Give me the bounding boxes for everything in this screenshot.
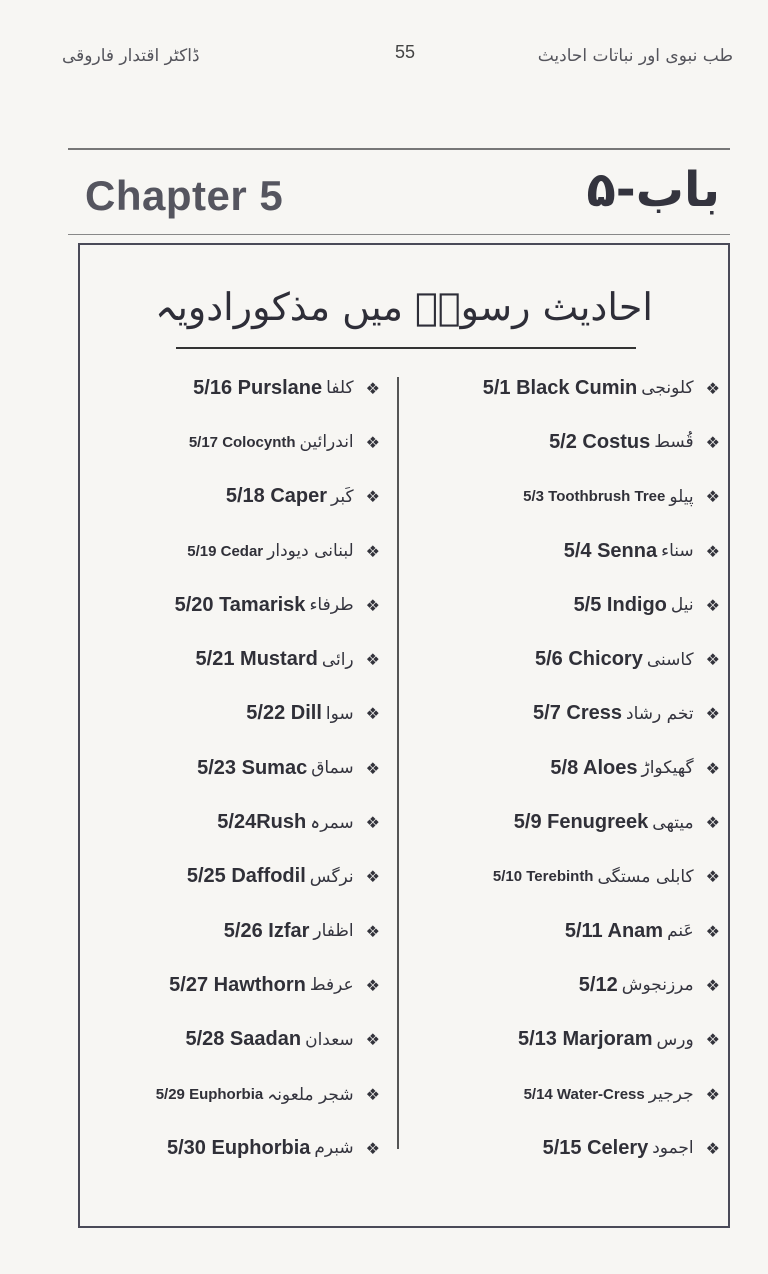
list-item [400,1067,730,1121]
item-urdu: سوا [325,703,354,724]
item-label: 5/6 Chicory [535,648,643,671]
item-label: 5/17 Colocynth [188,433,296,451]
list-item [400,578,730,632]
top-divider [68,148,730,150]
box-title: احادیث رسولؐ میں مذکورادویہ [155,285,653,329]
contents-box [78,243,730,1228]
bullet-icon: ❖ [365,650,380,670]
list-item [80,524,390,578]
item-urdu: نیل [670,595,694,616]
item-label: 5/15 Celery [542,1136,649,1159]
item-label: 5/25 Daffodil [186,865,306,888]
page-number: 55 [394,42,416,62]
list-item [400,470,730,524]
bullet-icon: ❖ [365,921,380,941]
list-item [80,1121,390,1175]
bullet-icon: ❖ [705,1030,720,1050]
column-divider [397,377,399,1149]
list-item [80,850,390,904]
item-urdu: عرفط [309,975,354,996]
bullet-icon: ❖ [705,1084,720,1104]
list-item [80,904,390,958]
bullet-icon: ❖ [365,378,380,398]
list-item [80,578,390,632]
list-item [80,1013,390,1067]
item-urdu: شبرم [314,1138,354,1159]
item-label: 5/8 Aloes [550,756,638,779]
list-item [400,958,730,1012]
item-label: 5/28 Saadan [185,1028,302,1051]
list-item [400,850,730,904]
item-label: 5/1 Black Cumin [482,376,638,399]
item-label: 5/16 Purslane [193,376,323,399]
item-urdu: مرزنجوش [621,975,694,996]
list-item [80,741,390,795]
list-item [400,524,730,578]
item-urdu: میتھی [652,812,694,833]
item-urdu: اظفار [313,921,354,942]
item-label: 5/18 Caper [225,485,328,508]
heading-divider [68,234,730,235]
item-urdu: نرگس [309,866,354,887]
item-label: 5/11 Anam [564,919,664,942]
bullet-icon: ❖ [365,867,380,887]
item-urdu: کلونجی [641,378,694,399]
bullet-icon: ❖ [705,595,720,615]
item-label: 5/20 Tamarisk [174,593,306,616]
bullet-icon: ❖ [365,704,380,724]
item-label: 5/9 Fenugreek [513,811,649,834]
list-item [400,632,730,686]
bullet-icon: ❖ [365,541,380,561]
item-label: 5/21 Mustard [195,648,318,671]
item-label: 5/23 Sumac [197,756,308,779]
item-urdu: سعدان [305,1029,354,1050]
list-item [400,1121,730,1175]
right-column [400,361,730,1175]
list-item [80,795,390,849]
item-urdu: سناء [661,541,694,562]
item-urdu: تخم رشاد [626,703,694,724]
item-urdu: سمرہ [310,813,354,834]
item-urdu: سماق [311,758,354,779]
bullet-icon: ❖ [365,595,380,615]
bullet-icon: ❖ [705,487,720,507]
item-label: 5/14 Water-Cress [523,1085,645,1103]
bullet-icon: ❖ [365,432,380,452]
header-book-title: طب نبوی اور نباتات احادیث [537,46,733,66]
item-label: 5/7 Cress [533,702,623,725]
item-urdu: طرفاء [309,595,354,616]
item-urdu: لبنانی دیودار [267,541,354,562]
item-label: 5/4 Senna [563,539,658,562]
list-item [80,958,390,1012]
item-urdu: عَنم [667,921,694,942]
item-label: 5/5 Indigo [573,593,667,616]
item-label: 5/12 [578,973,618,996]
item-label: 5/22 Dill [246,702,322,725]
item-urdu: اندرائین [299,432,354,453]
item-urdu: پیلو [669,486,694,507]
chapter-heading-urdu: باب-۵ [586,162,720,218]
item-urdu: جرجیر [648,1084,694,1104]
item-label: 5/30 Euphorbia [167,1136,311,1159]
list-item [400,795,730,849]
bullet-icon: ❖ [705,921,720,941]
item-label: 5/3 Toothbrush Tree [523,488,666,506]
bullet-icon: ❖ [365,758,380,778]
item-urdu: کاسنی [646,649,694,670]
bullet-icon: ❖ [365,1084,380,1104]
bullet-icon: ❖ [365,975,380,995]
item-label: 5/26 Izfar [223,919,310,942]
item-label: 5/13 Marjoram [517,1028,653,1051]
bullet-icon: ❖ [705,704,720,724]
bullet-icon: ❖ [365,1138,380,1158]
item-urdu: کلفا [326,378,354,399]
bullet-icon: ❖ [705,650,720,670]
list-item [400,1013,730,1067]
item-urdu: کَبر [331,486,354,507]
item-urdu: قُسط [654,432,694,453]
bullet-icon: ❖ [705,758,720,778]
list-item [400,415,730,469]
bullet-icon: ❖ [365,1030,380,1050]
list-item [80,470,390,524]
list-item [80,632,390,686]
bullet-icon: ❖ [705,975,720,995]
chapter-heading-english: Chapter 5 [85,172,284,219]
bullet-icon: ❖ [705,378,720,398]
item-urdu: ورس [656,1029,694,1050]
bullet-icon: ❖ [705,432,720,452]
item-label: 5/29 Euphorbia [155,1085,264,1103]
item-label: 5/24Rush [217,811,307,834]
list-item [80,1067,390,1121]
bullet-icon: ❖ [705,813,720,833]
bullet-icon: ❖ [705,1138,720,1158]
bullet-icon: ❖ [365,813,380,833]
item-urdu: گھیکواڑ [641,758,694,779]
title-underline [176,347,636,349]
item-urdu: شجر ملعونہ [267,1084,354,1105]
item-label: 5/19 Cedar [187,542,264,560]
bullet-icon: ❖ [705,867,720,887]
header-author: ڈاکٹر اقتدار فاروقی [62,46,200,66]
list-item [400,361,730,415]
list-item [80,415,390,469]
bullet-icon: ❖ [705,541,720,561]
item-label: 5/27 Hawthorn [169,973,306,996]
list-item [400,741,730,795]
item-urdu: رائی [321,649,354,670]
left-column [80,361,390,1175]
list-item [400,904,730,958]
list-item [80,687,390,741]
bullet-icon: ❖ [365,487,380,507]
item-label: 5/10 Terebinth [492,868,594,886]
item-urdu: اجمود [652,1138,694,1159]
item-urdu: کابلی مستگی [597,866,694,887]
item-label: 5/2 Costus [549,430,651,453]
list-item [400,687,730,741]
list-item [80,361,390,415]
